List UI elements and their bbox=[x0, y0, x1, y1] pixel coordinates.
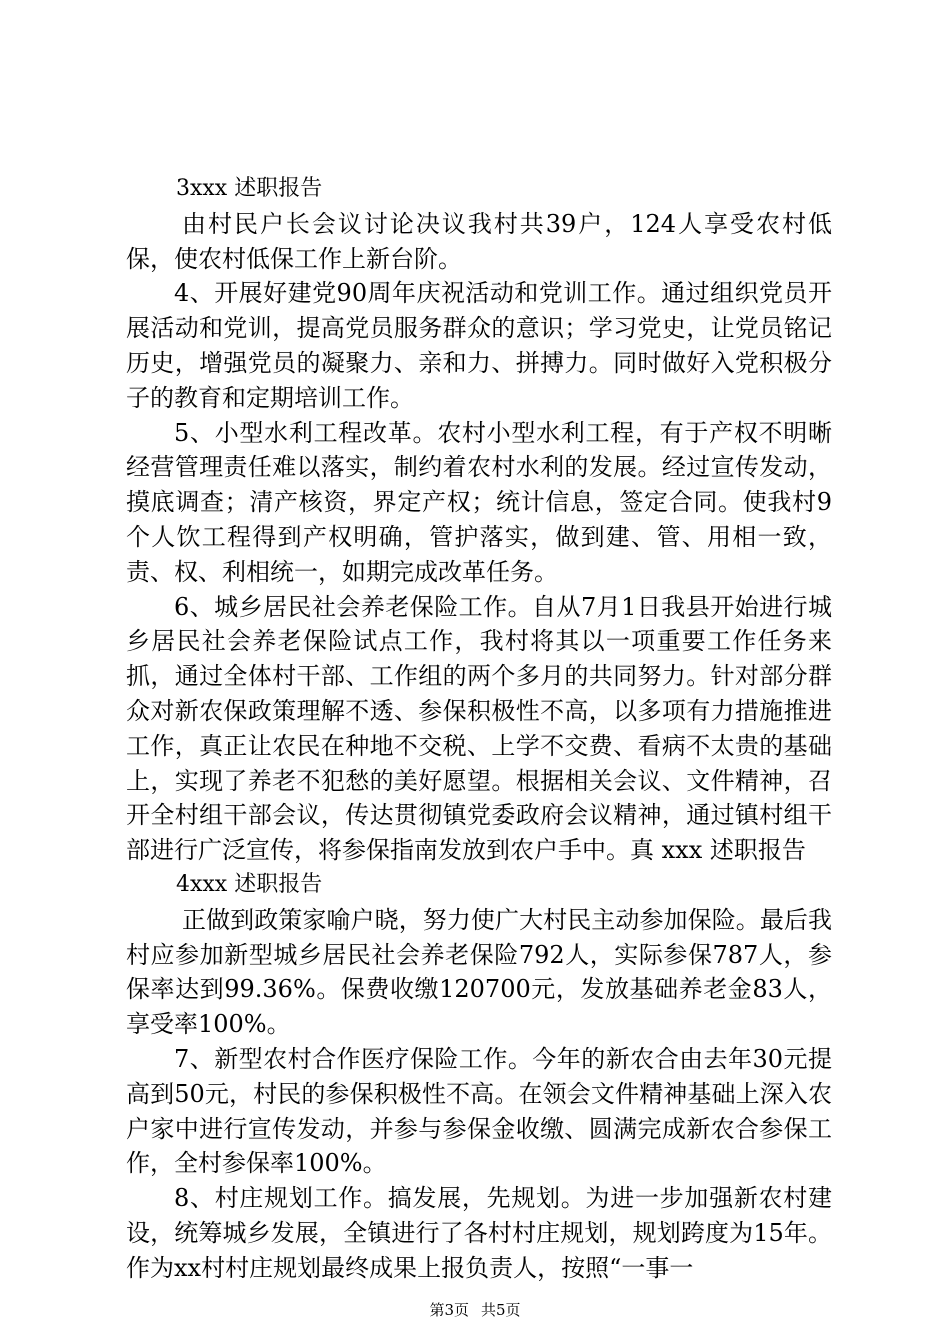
paragraph-pension-results: 正做到政策家喻户晓，努力使广大村民主动参加保险。最后我村应参加新型城乡居民社会养老保险792人，实际参保787人，参保率达到99.36%。保费收缴120700元，发放基础养老金83人，享受率100%。 bbox=[126, 905, 832, 1039]
paragraph-medical-insurance: 7、新型农村合作医疗保险工作。今年的新农合由去年30元提高到50元，村民的参保积极性不高。在领会文件精神基础上深入农户家中进行宣传发动，并参与参保金收缴、圆满完成新农合参保工作，全村参保率100%。 bbox=[126, 1044, 832, 1178]
section-heading-4: 4xxx 述职报告 bbox=[176, 871, 323, 897]
paragraph-party-anniversary: 4、开展好建党90周年庆祝活动和党训工作。通过组织党员开展活动和党训，提高党员服务群众的意识；学习党史，让党员铭记历史，增强党员的凝聚力、亲和力、拼搏力。同时做好入党积极分子的教育和定期培训工作。 bbox=[126, 279, 832, 412]
paragraph-water-conservancy: 5、小型水利工程改革。农村小型水利工程，有于产权不明晰经营管理责任难以落实，制约着农村水利的发展。经过宣传发动，摸底调查；清产核资，界定产权；统计信息，签定合同。使我村9个人饮工程得到产权明确，管护落实，做到建、管、用相一致，责、权、利相统一，如期完成改革任务。 bbox=[126, 418, 832, 586]
paragraph-village-planning: 8、村庄规划工作。搞发展，先规划。为进一步加强新农村建设，统筹城乡发展，全镇进行了各村村庄规划，规划跨度为15年。作为xx村村庄规划最终成果上报负责人，按照“一事一 bbox=[126, 1184, 832, 1282]
page-number: 第3页 bbox=[429, 1301, 469, 1319]
paragraph-pension-insurance: 6、城乡居民社会养老保险工作。自从7月1日我县开始进行城乡居民社会养老保险试点工作，我村将其以一项重要工作任务来抓，通过全体村干部、工作组的两个多月的共同努力。针对部分群众对新农保政策理解不透、参保积极性不高，以多项有力措施推进工作，真正让农民在种地不交税、上学不交费、看病不太贵的基础上，实现了养老不犯愁的美好愿望。根据相关会议、文件精神，召开全村组干部会议，传达贯彻镇党委政府会议精神，通过镇村组干部进行广泛宣传，将参保指南发放到农户手中。真 xxx 述职报告 bbox=[126, 592, 832, 865]
section-heading-3: 3xxx 述职报告 bbox=[176, 176, 323, 201]
page-footer bbox=[0, 1300, 950, 1320]
page-total: 共5页 bbox=[481, 1301, 521, 1319]
document-body bbox=[126, 172, 832, 1286]
paragraph-low-income-insurance: 由村民户长会议讨论决议我村共39户，124人享受农村低保，使农村低保工作上新台阶。 bbox=[126, 209, 832, 273]
